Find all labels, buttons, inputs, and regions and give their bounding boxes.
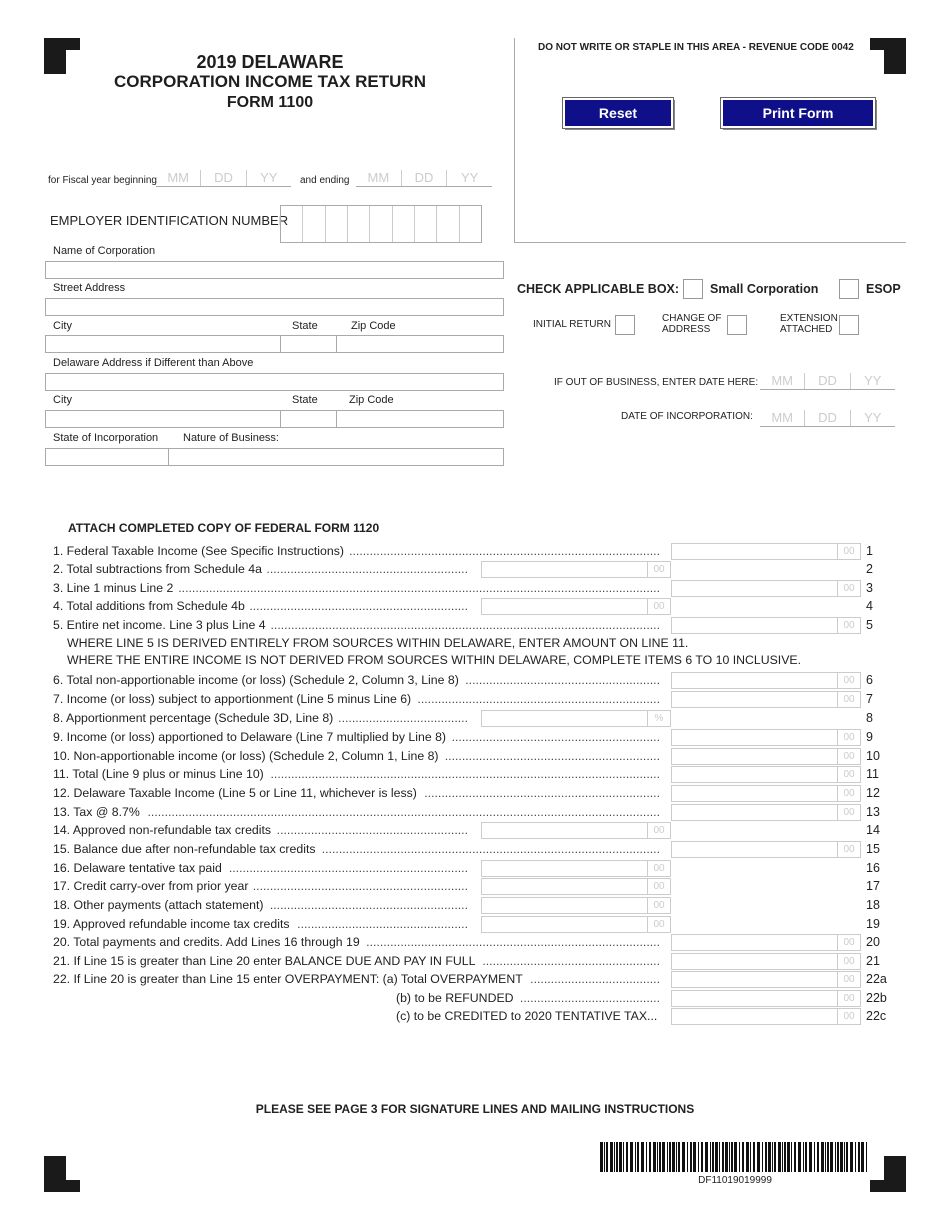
line-number: 2: [866, 562, 873, 576]
line-6-amount-input[interactable]: [671, 672, 861, 689]
line-number: 14: [866, 823, 880, 837]
line-14-amount-input[interactable]: [481, 822, 671, 839]
dot-leader: ......................................................................: [228, 861, 468, 875]
where-note-line5: WHERE LINE 5 IS DERIVED ENTIRELY FROM SOURCES WITHIN DELAWARE, ENTER AMOUNT ON LINE 11.: [67, 636, 689, 650]
cents-placeholder: 00: [837, 730, 860, 745]
line-number: 4: [866, 599, 873, 613]
zip2-label: Zip Code: [349, 394, 394, 406]
line-18-label: 18. Other payments (attach statement): [53, 898, 264, 912]
cents-placeholder: 00: [837, 749, 860, 764]
line-12-amount-input[interactable]: [671, 785, 861, 802]
initial-return-checkbox[interactable]: [615, 315, 635, 335]
reserved-area-bottom-border: [514, 242, 906, 243]
city-input[interactable]: [45, 335, 281, 353]
line-number: 11: [866, 767, 879, 781]
dot-leader: .........................................: [519, 991, 660, 1005]
yy-placeholder: YY: [461, 170, 479, 185]
print-form-button[interactable]: Print Form: [721, 98, 875, 128]
dot-leader: ..................................................: [297, 917, 468, 931]
cents-placeholder: 00: [647, 917, 670, 932]
reserved-area-left-border: [514, 38, 515, 242]
line-2-amount-input[interactable]: [481, 561, 671, 578]
dd-placeholder: DD: [402, 170, 448, 186]
form-title-number: FORM 1100: [226, 94, 314, 111]
extension-attached-checkbox[interactable]: [839, 315, 859, 335]
line-8-label: 8. Apportionment percentage (Schedule 3D, Line 8): [53, 711, 334, 725]
out-of-business-date-input[interactable]: [760, 373, 895, 390]
line-18-amount-input[interactable]: [481, 897, 671, 914]
line-number: 12: [866, 786, 880, 800]
line-9-label: 9. Income (or loss) apportioned to Delaware (Line 7 multiplied by Line 8): [53, 730, 447, 744]
line-19-amount-input[interactable]: [481, 916, 671, 933]
dot-leader: .........................................................: [465, 673, 660, 687]
change-of-label: CHANGE OF: [662, 313, 722, 324]
dot-leader: .....................................................................: [424, 786, 660, 800]
dd-placeholder: DD: [201, 170, 246, 186]
line-21-label: 21. If Line 15 is greater than Line 20 enter BALANCE DUE AND PAY IN FULL: [53, 954, 476, 968]
state-input[interactable]: [280, 335, 337, 353]
line-number: 13: [866, 805, 880, 819]
barcode-icon: [600, 1142, 870, 1172]
mm-placeholder: MM: [760, 410, 805, 426]
cents-placeholder: 00: [837, 805, 860, 820]
cents-placeholder: 00: [837, 692, 860, 707]
dot-leader: ......................................................................................................................................................: [147, 805, 660, 819]
line-10-amount-input[interactable]: [671, 748, 861, 765]
line-8-amount-input[interactable]: [481, 710, 671, 727]
line-number: 3: [866, 581, 873, 595]
line-3-amount-input[interactable]: [671, 580, 861, 597]
cents-placeholder: 00: [837, 786, 860, 801]
line-11-label: 11. Total (Line 9 plus or minus Line 10): [53, 767, 264, 781]
line-21-amount-input[interactable]: [671, 953, 861, 970]
delaware-address-label: Delaware Address if Different than Above: [53, 357, 254, 369]
line-number: 16: [866, 861, 880, 875]
line-15-amount-input[interactable]: [671, 841, 861, 858]
line-14-label: 14. Approved non-refundable tax credits: [53, 823, 272, 837]
line-10-label: 10. Non-apportionable income (or loss) (Schedule 2, Column 1, Line 8): [53, 749, 439, 763]
line-22-amount-input[interactable]: [671, 971, 861, 988]
line-15-label: 15. Balance due after non-refundable tax credits: [53, 842, 316, 856]
nature-of-business-label: Nature of Business:: [183, 432, 279, 444]
cents-placeholder: 00: [837, 544, 860, 559]
yy-placeholder: YY: [864, 373, 882, 388]
yy-placeholder: YY: [864, 410, 882, 425]
mm-placeholder: MM: [760, 373, 805, 389]
extension-label: EXTENSION: [780, 313, 838, 324]
line-number: 7: [866, 692, 873, 706]
out-of-business-label: IF OUT OF BUSINESS, ENTER DATE HERE:: [554, 377, 759, 388]
line-number: 10: [866, 749, 880, 763]
fiscal-beginning-label: for Fiscal year beginning: [48, 175, 157, 186]
cents-placeholder: 00: [647, 879, 670, 894]
line-3-label: 3. Line 1 minus Line 2: [53, 581, 174, 595]
line-number: 8: [866, 711, 873, 725]
dot-leader: ..........................................................: [269, 898, 468, 912]
attach-federal-form-note: ATTACH COMPLETED COPY OF FEDERAL FORM 1120: [68, 521, 380, 535]
cents-placeholder: 00: [837, 842, 860, 857]
dot-leader: ........................................................: [276, 823, 468, 837]
change-of-address-checkbox[interactable]: [727, 315, 747, 335]
line-5-amount-input[interactable]: [671, 617, 861, 634]
line-number: 22a: [866, 972, 887, 986]
city2-label: City: [53, 394, 72, 406]
change-address-label: ADDRESS: [662, 324, 711, 335]
yy-placeholder: YY: [260, 170, 278, 185]
zip-label: Zip Code: [351, 320, 396, 332]
delaware-address-input[interactable]: [45, 373, 504, 391]
zip2-input[interactable]: [336, 410, 504, 428]
attached-label: ATTACHED: [780, 324, 833, 335]
line-22-label: 22. If Line 20 is greater than Line 15 enter OVERPAYMENT: (a) Total OVERPAYMENT: [53, 972, 523, 986]
line-13-label: 13. Tax @ 8.7%: [53, 805, 140, 819]
zip-input[interactable]: [336, 335, 504, 353]
line-number: 6: [866, 673, 873, 687]
line-7-amount-input[interactable]: [671, 691, 861, 708]
line-7-label: 7. Income (or loss) subject to apportionment (Line 5 minus Line 6): [53, 692, 412, 706]
dd-placeholder: DD: [805, 373, 850, 389]
line-number: 15: [866, 842, 880, 856]
line-1-amount-input[interactable]: [671, 543, 861, 560]
line-11-amount-input[interactable]: [671, 766, 861, 783]
dot-leader: ..................................................................................................................: [270, 618, 660, 632]
dot-leader: .............................................................................................................................................: [178, 581, 660, 595]
cents-placeholder: 00: [647, 898, 670, 913]
line-number: 9: [866, 730, 873, 744]
line-number: 18: [866, 898, 880, 912]
line-17-amount-input[interactable]: [481, 878, 671, 895]
fiscal-end-date-input[interactable]: [356, 170, 492, 187]
line-6-label: 6. Total non-apportionable income (or loss) (Schedule 2, Column 3, Line 8): [53, 673, 459, 687]
line-23-amount-input[interactable]: [671, 990, 861, 1007]
cents-placeholder: 00: [647, 562, 670, 577]
line-5-label: 5. Entire net income. Line 3 plus Line 4: [53, 618, 266, 632]
line-number: 5: [866, 618, 873, 632]
line-number: 21: [866, 954, 880, 968]
line-1-label: 1. Federal Taxable Income (See Specific Instructions): [53, 544, 344, 558]
street-address-input[interactable]: [45, 298, 504, 316]
line-13-amount-input[interactable]: [671, 804, 861, 821]
line-20-label: 20. Total payments and credits. Add Lines 16 through 19: [53, 935, 360, 949]
line-number: 19: [866, 917, 880, 931]
corner-mark-top-right-tab: [870, 38, 906, 50]
line-number: 22b: [866, 991, 887, 1005]
form-title-name: CORPORATION INCOME TAX RETURN: [114, 72, 426, 91]
corner-mark-bottom-right-tab: [870, 1180, 906, 1192]
state2-label: State: [292, 394, 318, 406]
cents-placeholder: 00: [837, 581, 860, 596]
ein-input[interactable]: [280, 205, 482, 243]
dot-leader: ...........................................................: [266, 562, 468, 576]
cents-placeholder: 00: [837, 972, 860, 987]
dot-leader: ...........................................................................................: [349, 544, 660, 558]
state2-input[interactable]: [280, 410, 337, 428]
cents-placeholder: 00: [647, 823, 670, 838]
line-20-amount-input[interactable]: [671, 934, 861, 951]
street-address-label: Street Address: [53, 282, 126, 294]
reset-button[interactable]: Reset: [563, 98, 673, 128]
line-2-label: 2. Total subtractions from Schedule 4a: [53, 562, 262, 576]
fiscal-begin-date-input[interactable]: [156, 170, 291, 187]
corner-mark-bottom-left-tab: [44, 1180, 80, 1192]
date-of-incorporation-input[interactable]: [760, 410, 895, 427]
cents-placeholder: 00: [837, 618, 860, 633]
nature-of-business-input[interactable]: [168, 448, 504, 466]
city-label: City: [53, 320, 72, 332]
mm-placeholder: MM: [356, 170, 402, 186]
line-17-label: 17. Credit carry-over from prior year: [53, 879, 249, 893]
cents-placeholder: 00: [837, 1009, 860, 1024]
small-corporation-checkbox[interactable]: [683, 279, 703, 299]
ein-label: EMPLOYER IDENTIFICATION NUMBER: [50, 213, 289, 228]
cents-placeholder: 00: [647, 599, 670, 614]
corporation-name-label: Name of Corporation: [53, 245, 156, 257]
cents-placeholder: 00: [837, 767, 860, 782]
line-4-amount-input[interactable]: [481, 598, 671, 615]
state-of-incorporation-label: State of Incorporation: [53, 432, 159, 444]
line-9-amount-input[interactable]: [671, 729, 861, 746]
dd-placeholder: DD: [805, 410, 850, 426]
dot-leader: ..................................................................................................................: [270, 767, 660, 781]
line-16-label: 16. Delaware tentative tax paid: [53, 861, 222, 875]
line-19-label: 19. Approved refundable income tax credits: [53, 917, 290, 931]
cents-placeholder: 00: [837, 954, 860, 969]
line-number: 22c: [866, 1009, 887, 1023]
dot-leader: .......................................................................: [417, 692, 660, 706]
line-23-label: (b) to be REFUNDED: [396, 991, 514, 1005]
cents-placeholder: 00: [837, 673, 860, 688]
corporation-name-input[interactable]: [45, 261, 504, 279]
corner-mark-top-left-tab: [44, 38, 80, 50]
line-24-amount-input[interactable]: [671, 1008, 861, 1025]
do-not-write-note: DO NOT WRITE OR STAPLE IN THIS AREA - REVENUE CODE 0042: [538, 42, 854, 53]
barcode-number: DF11019019999: [698, 1175, 772, 1186]
city2-input[interactable]: [45, 410, 281, 428]
dot-leader: .............................................................: [451, 730, 660, 744]
date-of-incorporation-label: DATE OF INCORPORATION:: [621, 411, 753, 422]
form-title-year: 2019 DELAWARE: [196, 52, 344, 72]
dot-leader: ...............................................................: [252, 879, 468, 893]
dot-leader: ......................................: [338, 711, 468, 725]
initial-return-label: INITIAL RETURN: [533, 319, 611, 330]
dot-leader: ................................................................: [249, 599, 468, 613]
line-24-label: (c) to be CREDITED to 2020 TENTATIVE TAX...: [396, 1009, 658, 1023]
cents-placeholder: 00: [647, 861, 670, 876]
dot-leader: ...................................................................................................: [321, 842, 660, 856]
fiscal-ending-label: and ending: [300, 175, 350, 186]
line-16-amount-input[interactable]: [481, 860, 671, 877]
state-of-incorporation-input[interactable]: [45, 448, 169, 466]
line-number: 20: [866, 935, 880, 949]
dot-leader: ....................................................: [482, 954, 660, 968]
line-12-label: 12. Delaware Taxable Income (Line 5 or Line 11, whichever is less): [53, 786, 417, 800]
where-note-items-6-10: WHERE THE ENTIRE INCOME IS NOT DERIVED FROM SOURCES WITHIN DELAWARE, COMPLETE ITEMS 6 TO 10 INCLUSIVE.: [67, 653, 802, 667]
line-4-label: 4. Total additions from Schedule 4b: [53, 599, 245, 613]
check-applicable-label: CHECK APPLICABLE BOX:: [517, 282, 680, 296]
esop-checkbox[interactable]: [839, 279, 859, 299]
line-number: 1: [866, 544, 873, 558]
footer-instructions: PLEASE SEE PAGE 3 FOR SIGNATURE LINES AND MAILING INSTRUCTIONS: [255, 1102, 695, 1116]
mm-placeholder: MM: [156, 170, 201, 186]
line-number: 17: [866, 879, 880, 893]
state-label: State: [292, 320, 318, 332]
dot-leader: ......................................: [530, 972, 660, 986]
esop-label: ESOP: [866, 282, 901, 296]
cents-placeholder: 00: [837, 991, 860, 1006]
cents-placeholder: 00: [837, 935, 860, 950]
small-corporation-label: Small Corporation: [710, 282, 819, 296]
cents-placeholder: %: [647, 711, 670, 726]
dot-leader: ......................................................................................: [366, 935, 660, 949]
dot-leader: ...............................................................: [444, 749, 660, 763]
